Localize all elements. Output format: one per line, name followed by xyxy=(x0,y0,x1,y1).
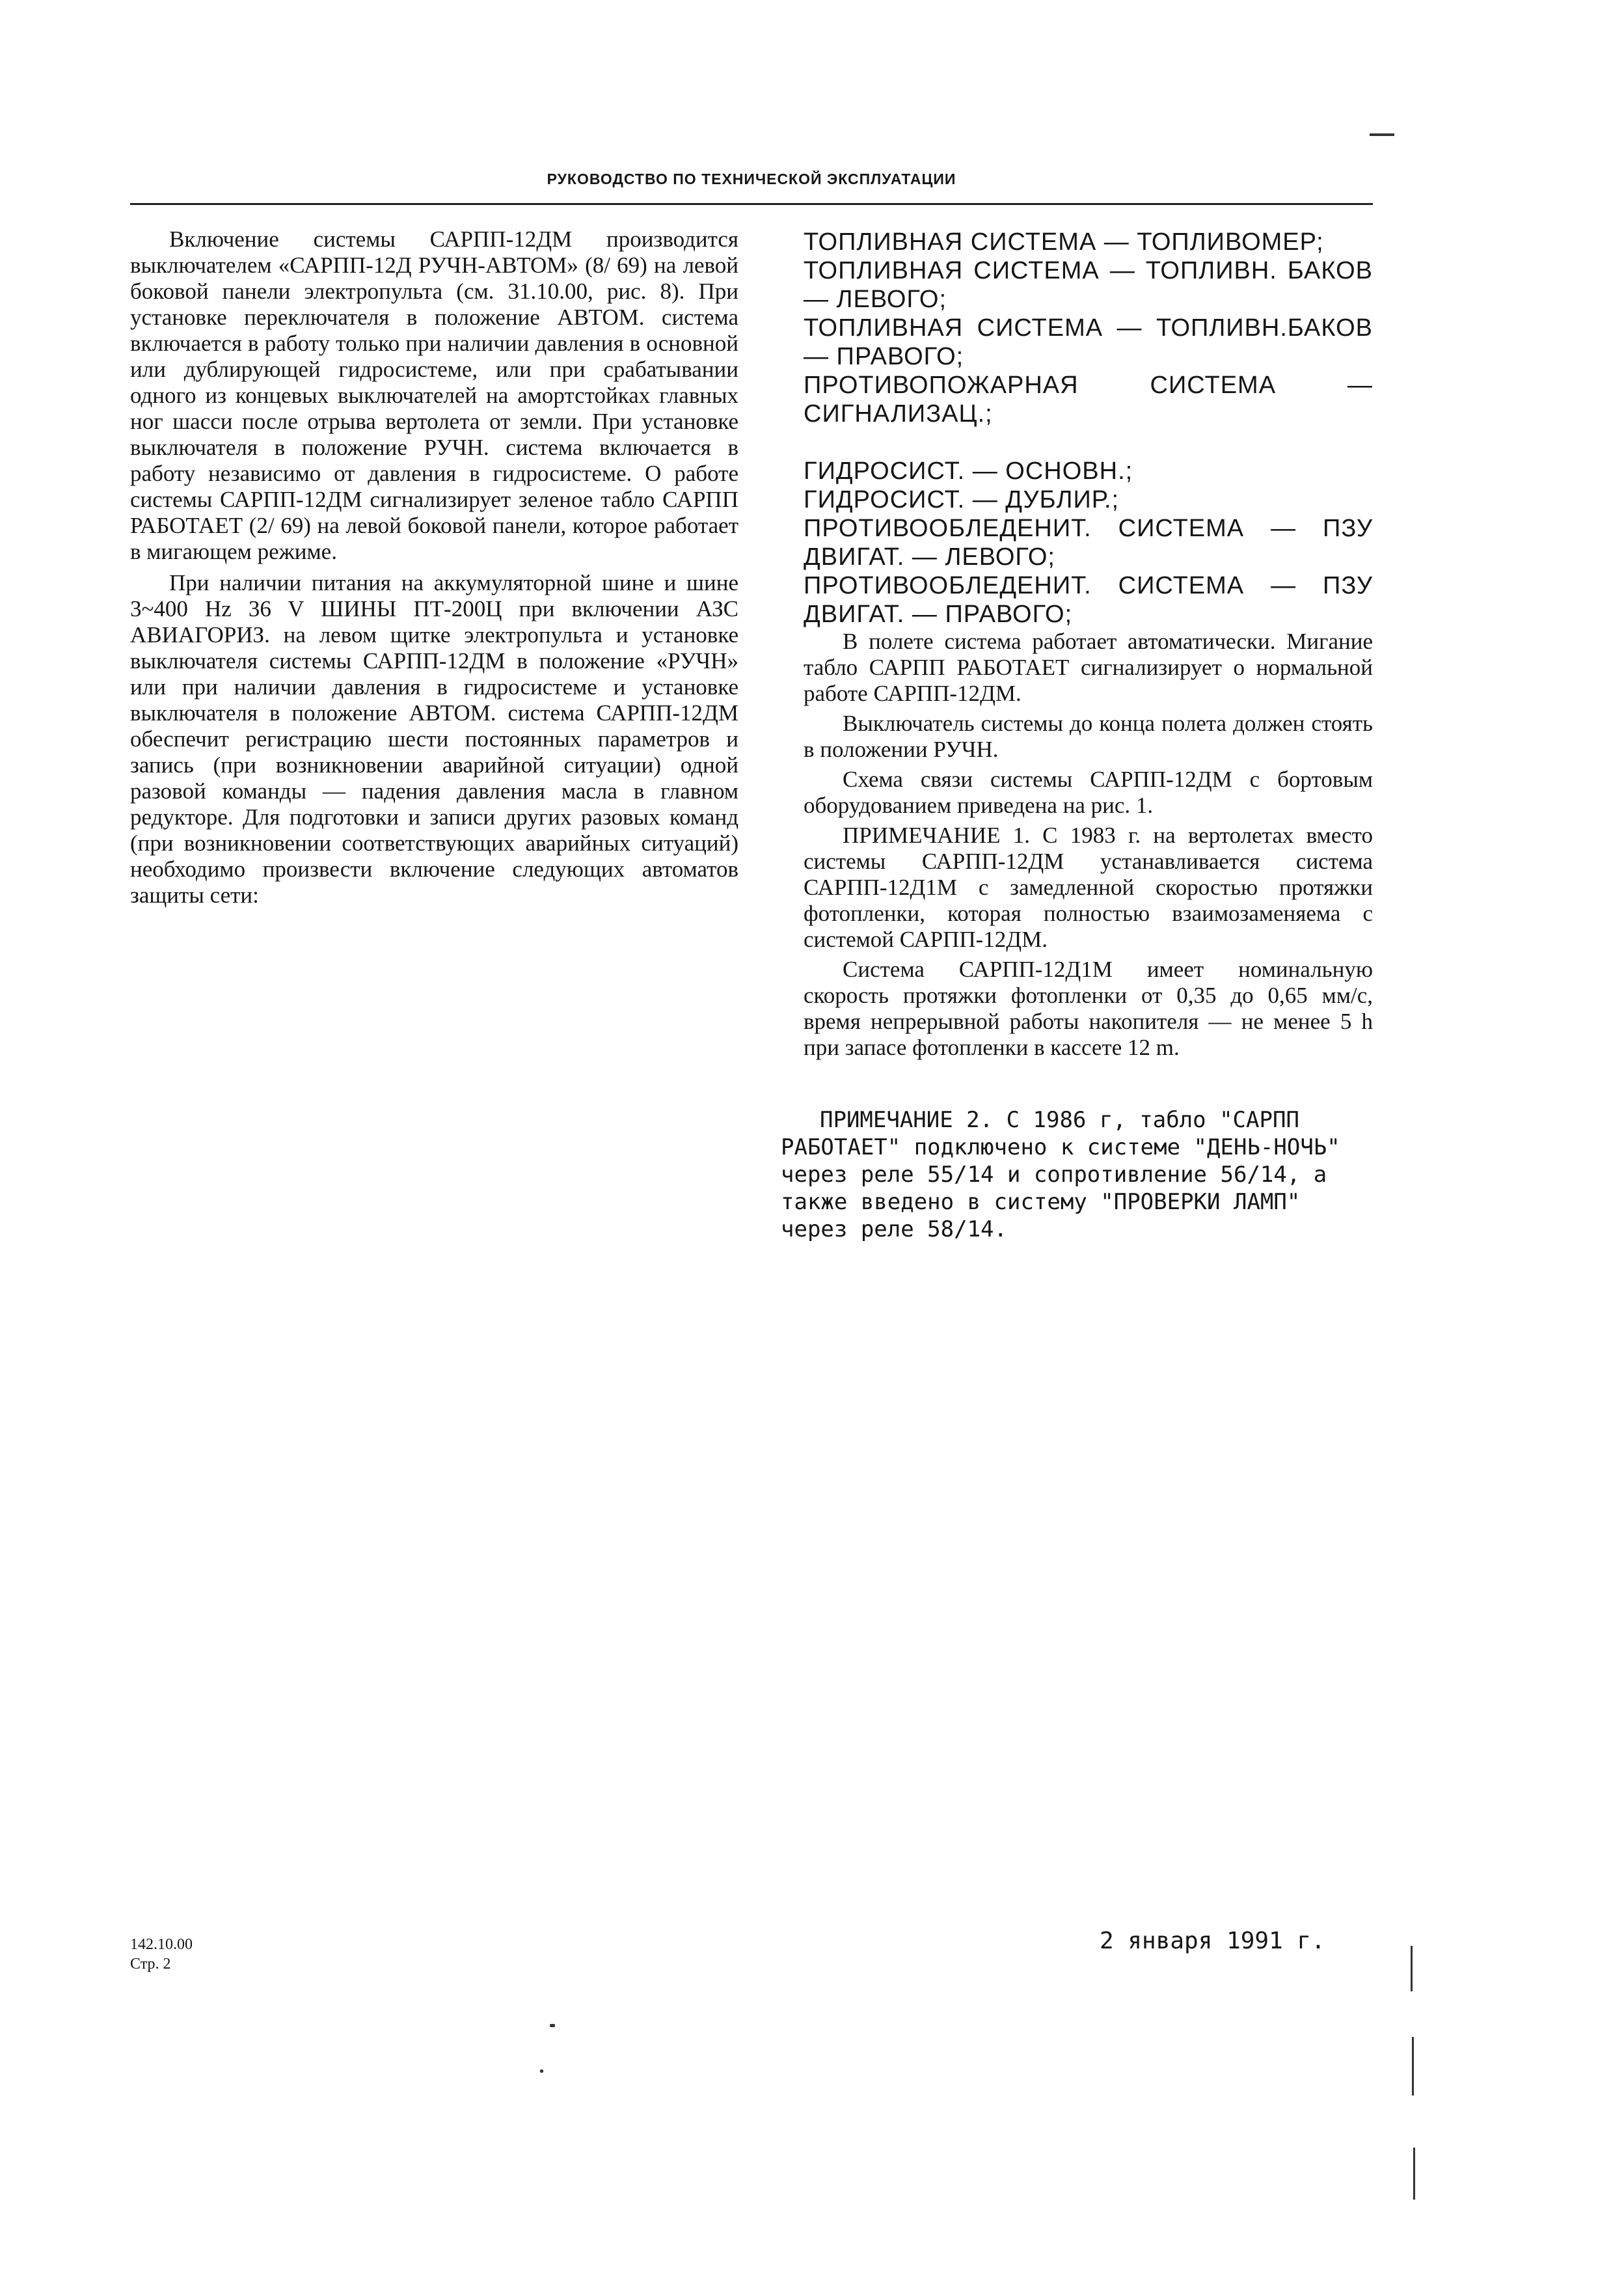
paragraph: Схема связи системы САРПП-12ДМ с бортовым оборудованием приведена на рис. 1. xyxy=(804,767,1373,818)
header-rule xyxy=(130,203,1373,205)
scan-mark xyxy=(1412,2037,1414,2096)
breaker-item: ПРОТИВОПОЖАРНАЯ СИСТЕМА — СИГНАЛИЗАЦ.; xyxy=(804,372,1373,428)
scan-mark xyxy=(550,2024,555,2027)
breaker-item: ТОПЛИВНАЯ СИСТЕМА — ТОПЛИВН.БАКОВ — ПРАВОГО; xyxy=(804,314,1373,370)
breaker-item: ТОПЛИВНАЯ СИСТЕМА — ТОПЛИВОМЕР; xyxy=(804,228,1324,256)
section-code: 142.10.00 xyxy=(130,1936,193,1953)
note-1: ПРИМЕЧАНИЕ 1. С 1983 г. на вертолетах вместо системы САРПП-12ДМ устанавливается система САРПП-12Д1М с замедленной скоростью протяжки фотопленки, которая полностью взаимозаменяема с системой САРПП-12ДМ. xyxy=(804,823,1373,952)
document-date: 2 января 1991 г. xyxy=(1100,1928,1325,1954)
breaker-item: ПРОТИВООБЛЕДЕНИТ. СИСТЕМА — ПЗУ ДВИГАТ. — ЛЕВОГО; xyxy=(804,515,1373,571)
note-2: ПРИМЕЧАНИЕ 2. С 1986 г, табло "САРПП РАБОТАЕТ" подключено к системе "ДЕНЬ-НОЧЬ" через реле 55/14 и сопротивление 56/14, а также введено в систему "ПРОВЕРКИ ЛАМП" через реле 58/14. xyxy=(781,1107,1340,1242)
spacer xyxy=(804,428,1373,457)
paragraph: Система САРПП-12Д1М имеет номинальную скорость протяжки фотопленки от 0,35 до 0,65 мм/с, время непрерывной работы накопителя — не менее 5 h при запасе фотопленки в кассете 12 m. xyxy=(804,957,1373,1060)
paragraph: В полете система работает автоматически. Мигание табло САРПП РАБОТАЕТ сигнализирует о нормальной работе САРПП-12ДМ. xyxy=(804,629,1373,706)
page-number: Стр. 2 xyxy=(130,1956,171,1973)
breaker-item: ГИДРОСИСТ. — ОСНОВН.; xyxy=(804,457,1133,485)
breaker-item: ПРОТИВООБЛЕДЕНИТ. СИСТЕМА — ПЗУ ДВИГАТ. — ПРАВОГО; xyxy=(804,572,1373,628)
right-column xyxy=(804,228,1373,1061)
scan-mark xyxy=(1413,2148,1415,2200)
scan-mark xyxy=(1411,1946,1413,1991)
paragraph: Включение системы САРПП-12ДМ производится выключателем «САРПП-12Д РУЧН-АВТОМ» (8/ 69) на левой боковой панели электропульта (см. 31.10.00, рис. 8). При установке переключателя в положение АВТОМ. система включается в работу только при наличии давления в основной или дублирующей гидросистеме, или при срабатывании одного из концевых выключателей на амортстойках главных ног шасси после отрыва вертолета от земли. При установке выключателя в положение РУЧН. система включается в работу независимо от давления в гидросистеме. О работе системы САРПП-12ДМ сигнализирует зеленое табло САРПП РАБОТАЕТ (2/ 69) на левой боковой панели, которое работает в мигающем режиме. xyxy=(130,226,738,564)
breaker-item: ГИДРОСИСТ. — ДУБЛИР.; xyxy=(804,486,1120,513)
breaker-item: ТОПЛИВНАЯ СИСТЕМА — ТОПЛИВН. БАКОВ — ЛЕВОГО; xyxy=(804,257,1373,313)
paragraph: Выключатель системы до конца полета должен стоять в положении РУЧН. xyxy=(804,711,1373,762)
scan-mark xyxy=(540,2069,543,2073)
paragraph: При наличии питания на аккумуляторной шине и шине 3~400 Hz 36 V ШИНЫ ПТ-200Ц при включении АЗС АВИАГОРИЗ. на левом щитке электропульта и установке выключателя системы САРПП-12ДМ в положение «РУЧН» или при наличии давления в гидросистеме и установке выключателя в положение АВТОМ. система САРПП-12ДМ обеспечит регистрацию шести постоянных параметров и запись (при возникновении аварийной ситуации) одной разовой команды — падения давления масла в главном редукторе. Для подготовки и записи других разовых команд (при возникновении соответствующих аварийных ситуаций) необходимо произвести включение следующих автоматов защиты сети: xyxy=(130,570,738,908)
page-header: РУКОВОДСТВО ПО ТЕХНИЧЕСКОЙ ЭКСПЛУАТАЦИИ xyxy=(547,171,956,187)
left-column xyxy=(130,226,738,908)
scan-mark xyxy=(1370,133,1394,136)
